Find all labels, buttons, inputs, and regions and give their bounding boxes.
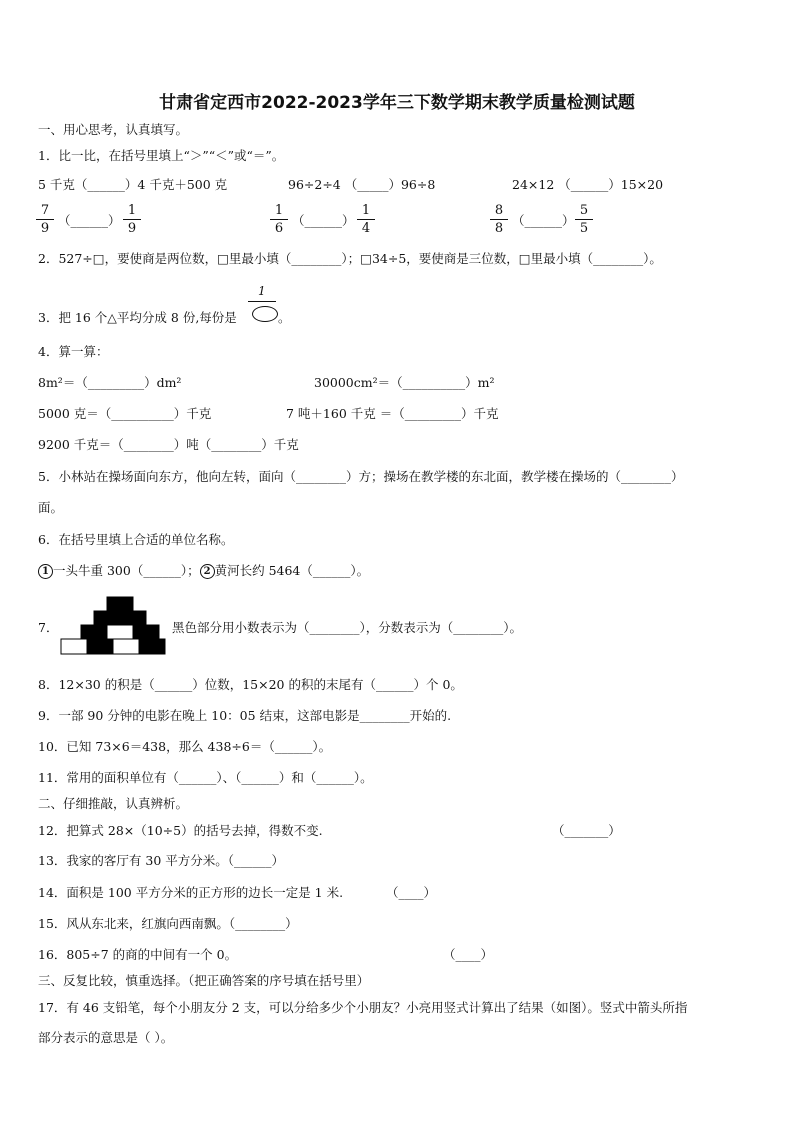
- q3-end: 。: [278, 310, 291, 325]
- q12-text: 12．把算式 28×（10÷5）的括号去掉，得数不变.: [38, 823, 323, 838]
- q1-frac-3-right: $\frac{5}{5}$: [575, 202, 593, 237]
- section-2-heading: 二、仔细推敲，认真辨析。: [38, 796, 189, 811]
- circled-number-1: 1: [38, 564, 53, 579]
- q1-frac-3-left: $\frac{8}{8}$: [490, 202, 508, 237]
- q1-frac-1-blank: （______）: [58, 213, 121, 228]
- q3-numerator: 1: [258, 284, 266, 298]
- q16-blank: （____）: [443, 947, 494, 962]
- q6-items: [38, 563, 369, 579]
- q6-item-2: 黄河长约 5464（______）。: [214, 563, 370, 578]
- page-title: 甘肃省定西市2022-2023学年三下数学期末教学质量检测试题: [159, 93, 635, 113]
- q14-text: 14．面积是 100 平方分米的正方形的边长一定是 1 米.: [38, 885, 344, 900]
- q4-a: 8m²＝（_________）dm²: [38, 375, 182, 390]
- circled-number-2: 2: [200, 564, 215, 579]
- q6-stem: 6．在括号里填上合适的单位名称。: [38, 532, 234, 547]
- q17-line1: 17．有 46 支铅笔，每个小朋友分 2 支，可以分给多少个小朋友？小亮用竖式计算出了结果（如图）。竖式中箭头所指: [38, 1000, 688, 1015]
- q1-row1-b: 96÷2÷4 （_____）96÷8: [288, 177, 436, 192]
- pyramid-block: [107, 625, 133, 639]
- q7-block-pyramid-figure: [60, 596, 172, 658]
- q1-frac-2-left: $\frac{1}{6}$: [270, 202, 288, 237]
- pyramid-block: [120, 611, 146, 625]
- q1-frac-2-right: $\frac{1}{4}$: [357, 202, 375, 237]
- q16-text: 16．805÷7 的商的中间有一个 0。: [38, 947, 238, 962]
- q3-text: 3．把 16 个△平均分成 8 份,每份是: [38, 310, 237, 325]
- section-1-heading: 一、用心思考，认真填写。: [38, 122, 189, 137]
- q14-blank: （____）: [386, 885, 437, 900]
- q9: 9．一部 90 分钟的电影在晚上 10：05 结束，这部电影是________开始的.: [38, 708, 452, 723]
- q1-frac-2-blank: （______）: [292, 213, 355, 228]
- q12-blank: （_______）: [552, 823, 621, 838]
- q4-b: 30000cm²＝（__________）m²: [314, 375, 495, 390]
- q1-row1-c: 24×12 （______）15×20: [512, 177, 664, 192]
- q1-frac-3-blank: （______）: [512, 213, 575, 228]
- pyramid-block: [81, 625, 107, 639]
- q5-line1: 5．小林站在操场面向东方，他向左转，面向（________）方；操场在教学楼的东北面，教学楼在操场的（________）: [38, 469, 684, 484]
- q8: 8．12×30 的积是（______）位数，15×20 的积的末尾有（______）个 0。: [38, 677, 463, 692]
- q1-frac-1-right: $\frac{1}{9}$: [123, 202, 141, 237]
- q4-stem: 4．算一算：: [38, 344, 109, 359]
- section-3-heading: 三、反复比较，慎重选择。（把正确答案的序号填在括号里）: [38, 973, 370, 988]
- pyramid-block: [87, 639, 113, 654]
- q5-line2: 面。: [38, 500, 64, 515]
- pyramid-block: [61, 639, 87, 654]
- q4-e: 9200 千克＝（________）吨（________）千克: [38, 437, 299, 452]
- q1-frac-1-left: $\frac{7}{9}$: [36, 202, 54, 237]
- pyramid-block: [107, 597, 133, 611]
- q4-d: 7 吨＋160 千克 ＝（_________）千克: [286, 406, 499, 421]
- q17-line2: 部分表示的意思是（ ）。: [38, 1030, 174, 1045]
- pyramid-block: [139, 639, 165, 654]
- q7-number: 7．: [38, 620, 59, 635]
- q7-text: 黑色部分用小数表示为（________），分数表示为（________）。: [172, 620, 523, 635]
- q2: 2．527÷□，要使商是两位数，□里最小填（________）；□34÷5，要使商是三位数，□里最小填（________）。: [38, 251, 662, 266]
- pyramid-block: [94, 611, 120, 625]
- q3-answer-oval: [252, 306, 278, 322]
- q6-item-1: 一头牛重 300（______）；: [53, 563, 200, 578]
- pyramid-block: [113, 639, 139, 654]
- q10: 10．已知 73×6＝438，那么 438÷6＝（______）。: [38, 739, 332, 754]
- q1-stem: 1．比一比，在括号里填上“＞”“＜”或“＝”。: [38, 148, 285, 163]
- q15: 15．风从东北来，红旗向西南飘。（________）: [38, 916, 298, 931]
- q13: 13．我家的客厅有 30 平方分米。（______）: [38, 853, 285, 868]
- q4-c: 5000 克＝（__________）千克: [38, 406, 212, 421]
- pyramid-block: [133, 625, 159, 639]
- q11: 11．常用的面积单位有（______）、（______）和（______）。: [38, 770, 373, 785]
- q3-fraction-bar: [248, 301, 276, 302]
- q1-row1-a: 5 千克（______）4 千克＋500 克: [38, 177, 228, 192]
